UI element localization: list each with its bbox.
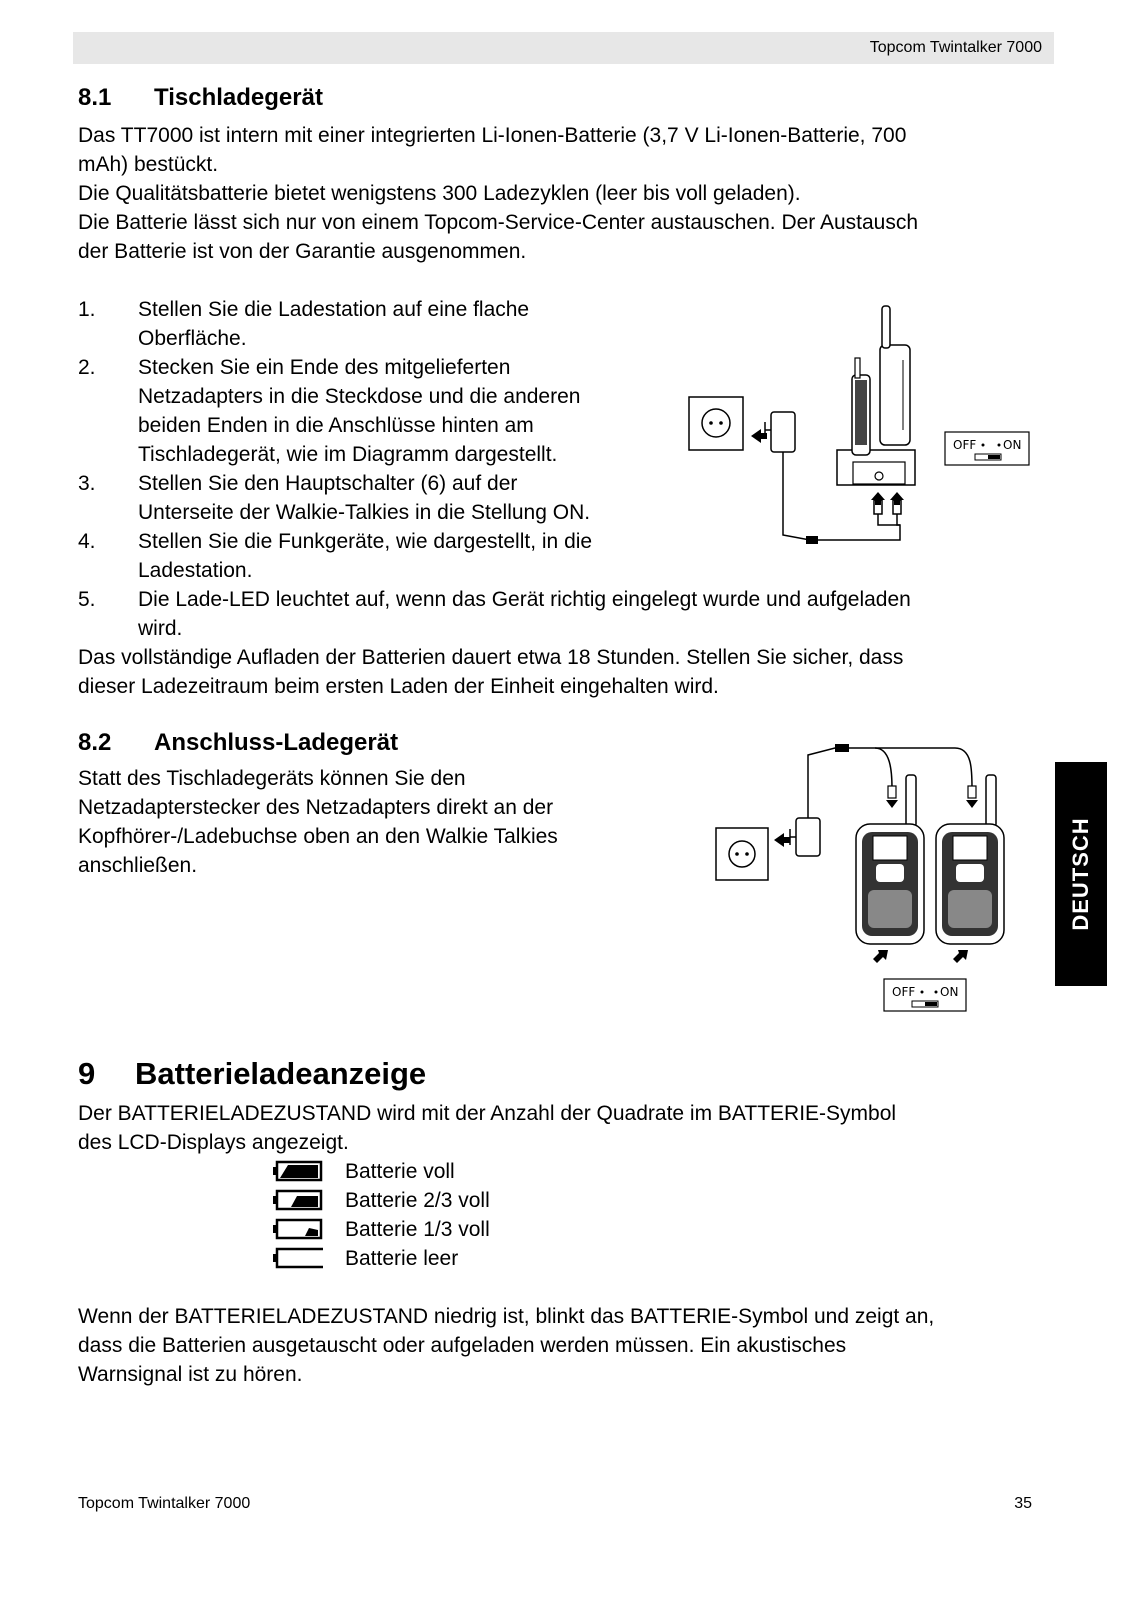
list-item [273,1157,490,1186]
text-line: beiden Enden in die Anschlüsse hinten am [138,414,534,437]
switch-on-label: ON [940,985,959,999]
list-item [273,1215,490,1244]
text-line: Statt des Tischladegeräts können Sie den [78,767,466,790]
text-line: Das vollständige Aufladen der Batterien dauert etwa 18 Stunden. Stellen Sie sicher, dass [78,646,904,669]
section-title: Batterieladeanzeige [135,1056,427,1091]
direct-charging-diagram [710,740,1030,1015]
text-line: Die Lade-LED leuchtet auf, wenn das Gerät richtig eingelegt wurde und aufgeladen [138,588,911,611]
language-side-tab [1055,762,1107,986]
battery-two-thirds-icon [273,1189,325,1211]
text-line: Stecken Sie ein Ende des mitgelieferten [138,356,511,379]
arrow-icon [774,833,790,847]
section-8-2-text [78,764,558,880]
switch-on-label: ON [1003,438,1022,452]
power-adapter-icon [796,818,820,856]
battery-level-label: Batterie 2/3 voll [345,1189,490,1212]
list-item [78,585,911,643]
text-line: Wenn der BATTERIELADEZUSTAND niedrig ist, blinkt das BATTERIE-Symbol und zeigt an, [78,1305,935,1328]
step-number: 4. [78,530,96,553]
section-8-2-heading [78,729,398,757]
section-title: Tischladegerät [154,84,323,111]
section-9-intro [78,1099,896,1157]
arrow-icon [873,950,888,963]
text-line: Oberfläche. [138,327,247,350]
text-line: Stellen Sie die Ladestation auf eine flache [138,298,530,321]
text-line: Tischladegerät, wie im Diagramm dargestellt. [138,443,558,466]
step-number: 1. [78,298,96,321]
text-line: Netzadapterstecker des Netzadapters direkt an der [78,796,554,819]
desk-charger-diagram [685,300,1035,550]
switch-off-label: OFF [892,985,916,999]
battery-level-label: Batterie leer [345,1247,459,1270]
section-number: 9 [78,1056,96,1091]
battery-full-icon [273,1160,325,1182]
step-number: 5. [78,588,96,611]
section-9-outro [78,1302,934,1389]
list-item [273,1244,490,1273]
side-tab-label: DEUTSCH [1068,817,1093,931]
section-8-1-heading [78,84,323,112]
text-line: Der BATTERIELADEZUSTAND wird mit der Anzahl der Quadrate im BATTERIE-Symbol [78,1102,897,1125]
text-line: dieser Ladezeitraum beim ersten Laden der Einheit eingehalten wird. [78,675,719,698]
text-line: Netzadapters in die Steckdose und die anderen [138,385,581,408]
text-line: Unterseite der Walkie-Talkies in die Stellung ON. [138,501,591,524]
text-line: Stellen Sie die Funkgeräte, wie dargestellt, in die [138,530,593,553]
section-8-1-outro [78,643,903,701]
text-line: wird. [138,617,183,640]
power-adapter-icon [771,412,795,452]
switch-off-label: OFF [953,438,977,452]
arrow-up-icon [890,492,904,505]
text-line: Kopfhörer-/Ladebuchse oben an den Walkie Talkies [78,825,558,848]
battery-level-label: Batterie voll [345,1160,455,1183]
step-number: 3. [78,472,96,495]
text-line: Ladestation. [138,559,253,582]
charging-base-icon [837,450,915,485]
text-line: Das TT7000 ist intern mit einer integrierten Li-Ionen-Batterie (3,7 V Li-Ionen-Batterie, 700 [78,124,907,147]
step-number: 2. [78,356,96,379]
text-line: mAh) bestückt. [78,153,219,176]
battery-level-list [273,1157,490,1273]
text-line: des LCD-Displays angezeigt. [78,1131,349,1154]
arrow-up-icon [871,492,885,505]
section-8-1-intro [78,121,918,266]
section-9-heading [78,1056,426,1092]
text-line: Warnsignal ist zu hören. [78,1363,303,1386]
text-line: Stellen Sie den Hauptschalter (6) auf der [138,472,518,495]
text-line: Die Batterie lässt sich nur von einem Topcom-Service-Center austauschen. Der Austausch [78,211,919,234]
battery-level-label: Batterie 1/3 voll [345,1218,490,1241]
battery-empty-icon [273,1247,325,1269]
text-line: Die Qualitätsbatterie bietet wenigstens 300 Ladezyklen (leer bis voll geladen). [78,182,801,205]
text-line: anschließen. [78,854,198,877]
section-number: 8.1 [78,84,112,111]
wall-socket-icon [689,397,743,450]
footer-title: Topcom Twintalker 7000 [78,1495,251,1512]
arrow-icon [953,950,968,963]
section-title: Anschluss-Ladegerät [154,729,399,756]
text-line: dass die Batterien ausgetauscht oder aufgeladen werden müssen. Ein akustisches [78,1334,847,1357]
arrow-down-icon [966,800,978,808]
page-header [73,32,1054,64]
arrow-down-icon [886,800,898,808]
section-number: 8.2 [78,729,112,756]
text-line: der Batterie ist von der Garantie ausgenommen. [78,240,527,263]
battery-one-third-icon [273,1218,325,1240]
header-title: Topcom Twintalker 7000 [869,39,1042,56]
walkie-talkie-icon [880,345,910,445]
wall-socket-icon [716,828,768,880]
list-item [273,1186,490,1215]
page-number: 35 [1014,1495,1032,1512]
